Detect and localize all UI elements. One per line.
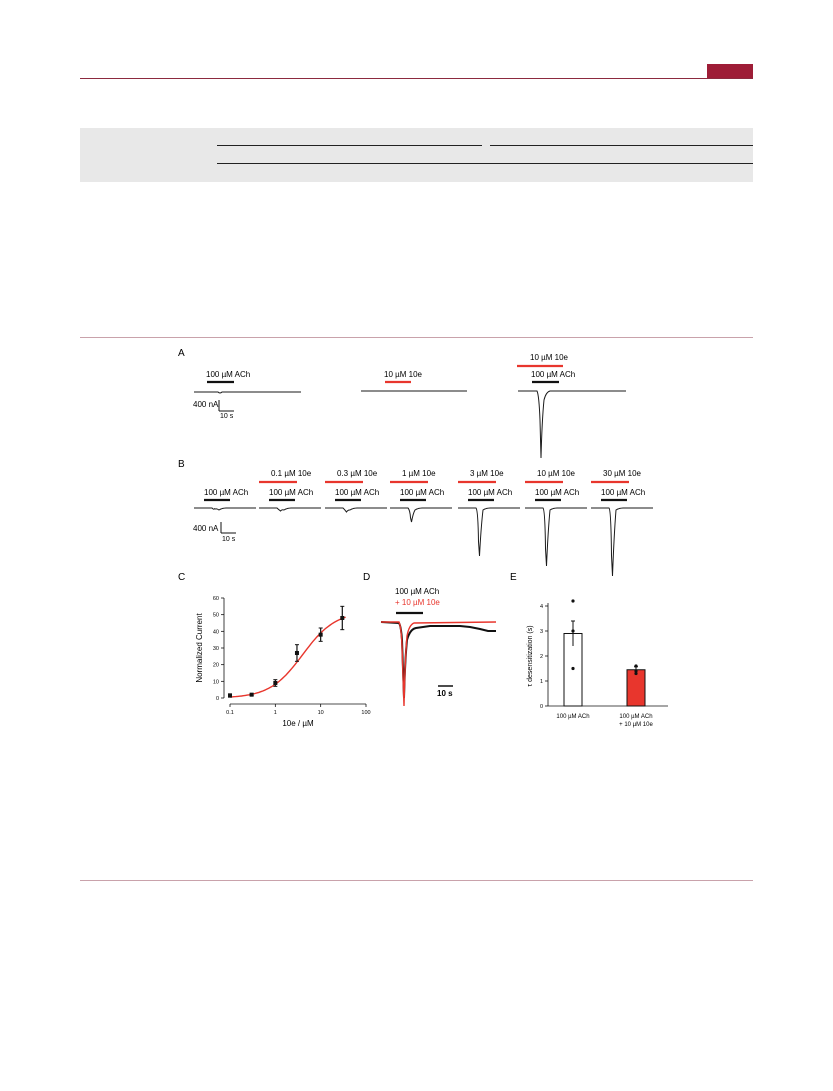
panel-e-point — [634, 664, 637, 667]
panel-c-point — [319, 633, 323, 637]
panel-d-scale-time: 10 s — [437, 689, 453, 698]
panel-c-point — [340, 616, 344, 620]
panel-b-letter: B — [178, 459, 185, 470]
figure-top-rule — [80, 337, 753, 338]
panel-d-label-10e: + 10 µM 10e — [395, 598, 440, 607]
panel-b-conc-label: 0.3 µM 10e — [337, 469, 378, 478]
panel-c-y-label: Normalized Current — [195, 613, 204, 683]
panel-c-point — [250, 693, 254, 697]
panel-c-y-tick-label: 20 — [212, 662, 219, 669]
panel-b-agonist-label: 100 µM ACh — [335, 488, 380, 497]
panel-a-letter: A — [178, 348, 185, 359]
panel-b-conc-label: 30 µM 10e — [603, 469, 641, 478]
panel-c-point — [273, 681, 277, 685]
panel-a-scale-time: 10 s — [220, 413, 234, 420]
table-header-band — [80, 128, 753, 165]
panel-e-point — [634, 672, 637, 675]
panel-c-y-tick-label: 0 — [215, 696, 219, 702]
panel-e-bar — [627, 670, 645, 706]
panel-c-x-label: 10e / µM — [282, 719, 314, 728]
panel-c-x-tick-label: 1 — [273, 710, 277, 716]
panel-e-point — [571, 599, 574, 602]
panel-a-trace-ach — [194, 392, 301, 393]
panel-e-y-label: τ desensitization (s) — [527, 625, 534, 687]
panel-a-scale-current: 400 nA — [193, 400, 219, 409]
panel-e-category-label: 100 µM ACh — [556, 714, 590, 720]
panel-e-category-label: + 10 µM 10e — [619, 722, 653, 728]
panel-e-y-tick-label: 2 — [539, 654, 543, 660]
panel-c-chart — [195, 596, 371, 728]
panel-a-label-10e-pre: 10 µM 10e — [530, 353, 568, 362]
panel-b-traces — [194, 469, 653, 576]
panel-e-y-tick-label: 1 — [539, 679, 543, 685]
header-rule — [80, 78, 753, 79]
panel-c-y-tick-label: 50 — [212, 612, 219, 619]
panel-a-label-ach: 100 µM ACh — [206, 370, 251, 379]
panel-b-trace — [259, 508, 321, 511]
panel-b-scale-current: 400 nA — [193, 524, 219, 533]
panel-b-trace — [591, 508, 653, 576]
panel-c-x-tick-label: 10 — [317, 710, 324, 716]
table-rule-left — [217, 145, 482, 146]
panel-b-conc-label: 0.1 µM 10e — [271, 469, 312, 478]
panel-b-agonist-label: 100 µM ACh — [269, 488, 314, 497]
panel-b-agonist-label: 100 µM ACh — [601, 488, 646, 497]
panel-c-y-tick-label: 10 — [212, 679, 219, 686]
panel-c-y-tick-label: 60 — [212, 596, 219, 602]
panel-b-agonist-label: 100 µM ACh — [204, 488, 249, 497]
panel-e-y-tick-label: 0 — [539, 704, 543, 710]
panel-e-y-tick-label: 3 — [539, 629, 543, 635]
figure — [170, 340, 670, 740]
panel-b-trace — [458, 508, 520, 556]
panel-c-x-tick-label: 0.1 — [226, 710, 234, 716]
panel-e-y-tick-label: 4 — [539, 604, 543, 610]
panel-c-y-tick-label: 30 — [212, 646, 219, 652]
panel-c-point — [295, 651, 299, 655]
panel-c-point — [228, 694, 232, 698]
panel-b-trace — [325, 508, 387, 512]
panel-d-letter: D — [363, 572, 371, 583]
panel-b-conc-label: 1 µM 10e — [402, 469, 436, 478]
panel-e-point — [571, 667, 574, 670]
panel-c-x-tick-label: 100 — [361, 710, 371, 716]
panel-e-letter: E — [510, 572, 517, 583]
panel-b-trace — [194, 508, 256, 510]
panel-d-label-ach: 100 µM ACh — [395, 587, 440, 596]
panel-c-letter: C — [178, 572, 186, 583]
panel-a-label-10e: 10 µM 10e — [384, 370, 422, 379]
figure-bottom-rule — [80, 880, 753, 881]
panel-b-scale-time: 10 s — [222, 536, 236, 543]
panel-c-y-tick-label: 40 — [212, 629, 219, 636]
panel-b-conc-label: 3 µM 10e — [470, 469, 504, 478]
panel-a-trace-co — [518, 391, 626, 458]
panel-b-agonist-label: 100 µM ACh — [535, 488, 580, 497]
panel-e-point — [571, 629, 574, 632]
panel-b-trace — [390, 508, 452, 522]
panel-a-label-ach-co: 100 µM ACh — [531, 370, 576, 379]
table-rule-right — [490, 145, 753, 146]
panel-e-category-label: 100 µM ACh — [619, 714, 653, 720]
panel-e-chart — [527, 599, 668, 728]
panel-b-trace — [525, 508, 587, 566]
panel-c-fit-curve — [230, 617, 346, 697]
panel-b-agonist-label: 100 µM ACh — [400, 488, 445, 497]
panel-b-agonist-label: 100 µM ACh — [468, 488, 513, 497]
table-row-band — [80, 165, 753, 182]
page-tab-marker — [707, 64, 753, 78]
panel-b-conc-label: 10 µM 10e — [537, 469, 575, 478]
table-rule-mid — [217, 163, 753, 164]
